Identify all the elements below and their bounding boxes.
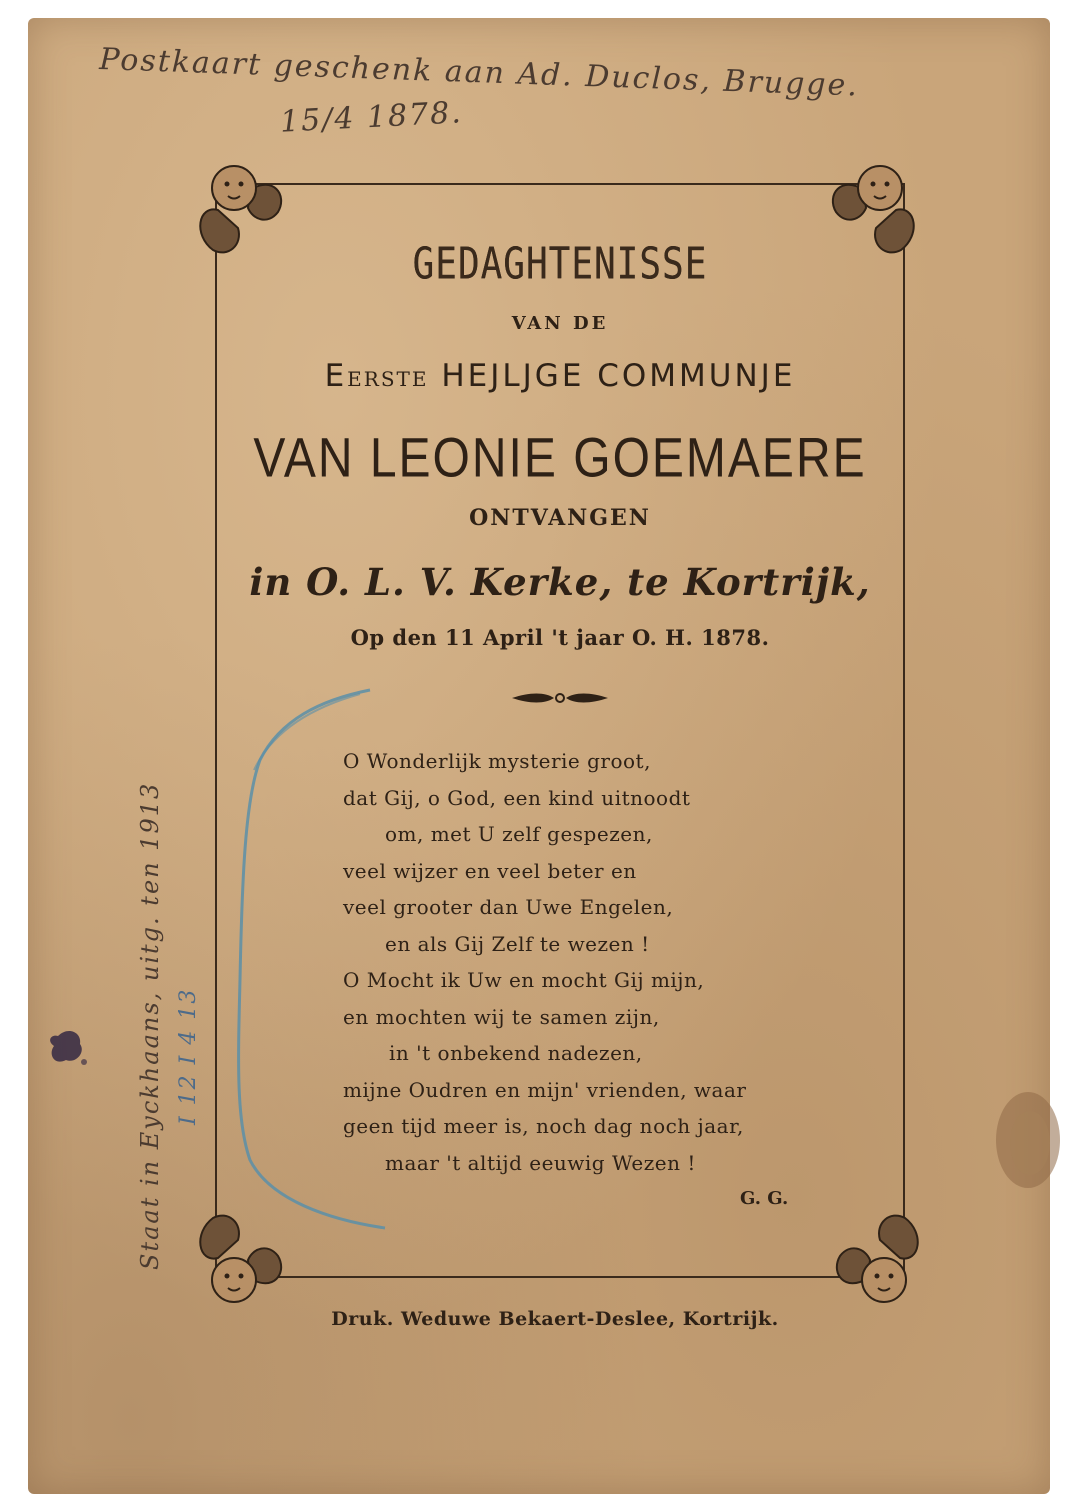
poem-line: mijne Oudren en mijn' vrienden, waar: [343, 1077, 747, 1102]
poem-line: geen tijd meer is, noch dag noch jaar,: [343, 1114, 744, 1138]
printer-credit: Druk. Weduwe Bekaert-Deslee, Kortrijk.: [331, 1308, 779, 1330]
poem-line: veel wijzer en veel beter en: [343, 858, 637, 883]
worn-spot: [990, 1085, 1060, 1195]
handwritten-reference: I 12 I 4 13: [176, 987, 201, 1125]
poem-signature: G. G.: [740, 1188, 789, 1209]
handwritten-date: 15/4 1878.: [279, 95, 464, 140]
date-line: Op den 11 April 't jaar O. H. 1878.: [350, 625, 770, 650]
handwritten-note-top: Postkaart geschenk aan Ad. Duclos, Brugge.: [98, 42, 860, 104]
poem-line: veel grooter dan Uwe Engelen,: [343, 895, 674, 919]
cherub-icon: [830, 1208, 930, 1318]
poem-line: maar 't altijd eeuwig Wezen !: [385, 1150, 696, 1175]
heading-first-communion: [215, 358, 905, 394]
church-line: in O. L. V. Kerke, te Kortrijk,: [249, 560, 871, 604]
poem-line: in 't onbekend nadezen,: [389, 1041, 643, 1065]
poem-line: dat Gij, o God, een kind uitnoodt: [343, 785, 691, 810]
heilige-communie: HEJLJGE COMMUNJE: [441, 358, 796, 394]
poem-line: O Mocht ik Uw en mocht Gij mijn,: [343, 968, 705, 992]
poem-line: O Wonderlijk mysterie groot,: [343, 749, 651, 773]
ink-stain: [38, 1018, 98, 1078]
poem-line: en als Gij Zelf te wezen !: [385, 931, 650, 956]
poem-line: om, met U zelf gespezen,: [385, 822, 653, 846]
eerste-initial: E: [324, 358, 348, 394]
communicant-name: VAN LEONIE GOEMAERE: [253, 428, 867, 490]
poem: [343, 743, 813, 1181]
handwritten-note-left: Staat in Eyckhaans, uitg. ten 1913: [136, 781, 164, 1270]
cherub-icon: [188, 1208, 288, 1318]
subtitle-van-de: VAN DE: [511, 313, 609, 334]
ornament-divider-icon: [510, 688, 610, 708]
card-title: GEDAGHTENISSE: [412, 240, 708, 290]
eerste-rest: ERSTE: [347, 367, 429, 391]
ontvangen-label: ONTVANGEN: [469, 505, 651, 531]
poem-line: en mochten wij te samen zijn,: [343, 1004, 660, 1029]
